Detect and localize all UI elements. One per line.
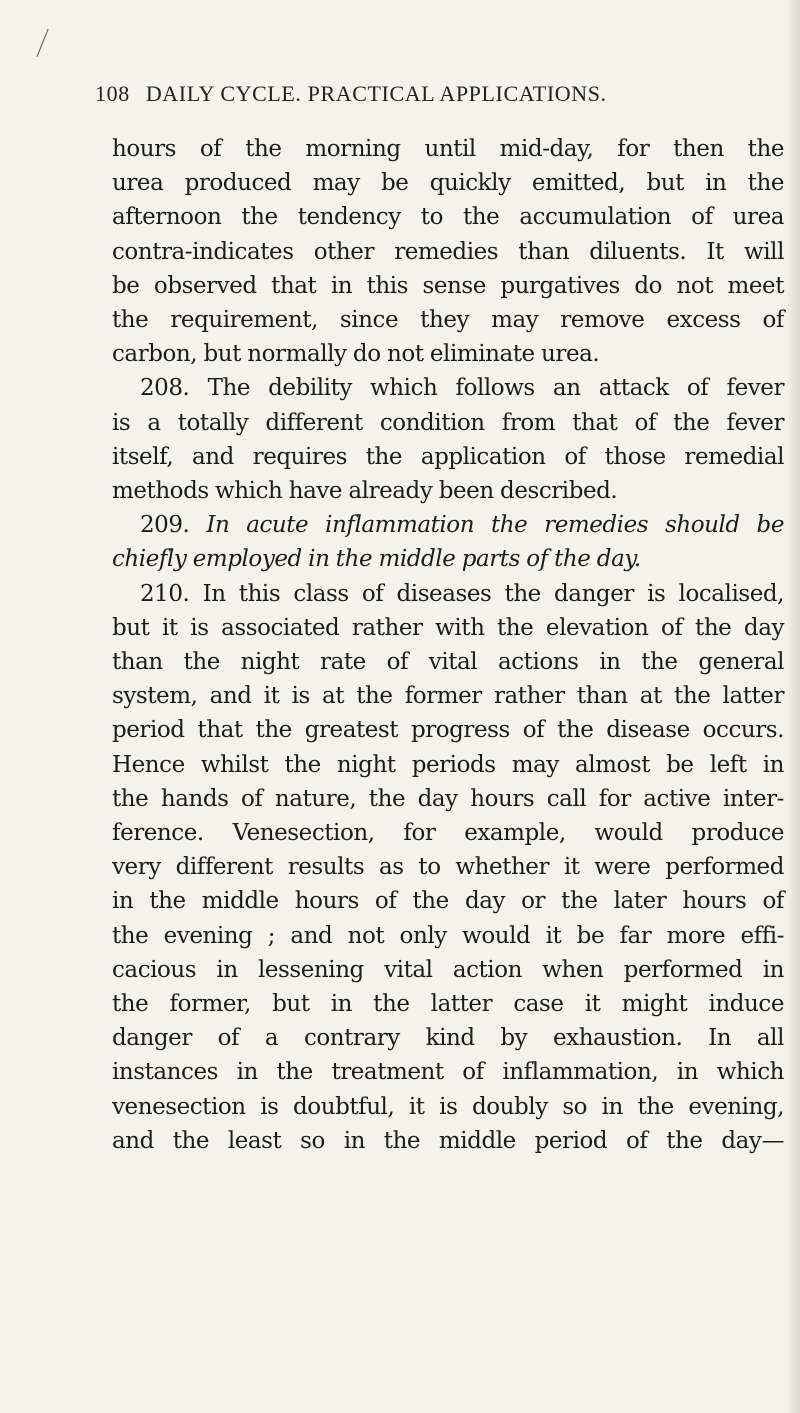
line-text: contra-indicates other remedies than diluents. It will [112, 238, 784, 265]
text-line [112, 953, 784, 987]
text-line [112, 303, 784, 337]
text-line [112, 474, 784, 508]
text-line [112, 200, 784, 234]
line-text: is a totally different condition from that of the fever [112, 409, 784, 436]
line-text: afternoon the tendency to the accumulation of urea [112, 204, 784, 231]
text-line [112, 542, 784, 576]
page-number: 108 [95, 81, 130, 106]
chapter-title: DAILY CYCLE. PRACTICAL APPLICATIONS. [145, 81, 607, 106]
line-text: the requirement, since they may remove excess of [112, 307, 784, 334]
text-line [112, 577, 784, 611]
line-text: in the middle hours of the day or the later hours of [112, 888, 784, 915]
text-line [112, 748, 784, 782]
text-line [112, 371, 784, 405]
line-text: system, and it is at the former rather than at the latter [112, 683, 784, 710]
text-line [112, 645, 784, 679]
line-text: methods which have already been described. [112, 478, 618, 505]
text-line [112, 611, 784, 645]
page-edge-shadow [786, 0, 800, 1413]
line-text: In acute inflammation the remedies should be [206, 512, 784, 539]
corner-pencil-mark [36, 29, 48, 57]
line-text: hours of the morning until mid-day, for then the [112, 136, 784, 162]
line-text: instances in the treatment of inflammation, in which [112, 1059, 784, 1086]
text-line [112, 919, 784, 953]
body-text [112, 132, 784, 1158]
text-line [112, 1090, 784, 1124]
text-line [112, 132, 784, 166]
line-text: be observed that in this sense purgatives do not meet [112, 272, 784, 299]
text-line [112, 884, 784, 918]
text-line [112, 337, 784, 371]
line-text: the evening ; and not only would it be far more effi- [112, 922, 784, 949]
text-line [112, 713, 784, 747]
line-text: the former, but in the latter case it might induce [112, 991, 784, 1018]
line-text: danger of a contrary kind by exhaustion. In all [112, 1025, 784, 1052]
text-line [112, 269, 784, 303]
line-text: ference. Venesection, for example, would produce [112, 820, 784, 847]
line-text: urea produced may be quickly emitted, but in the [112, 170, 784, 197]
line-text: 208. The debility which follows an attack of fever [140, 375, 784, 402]
line-text: period that the greatest progress of the disease occurs. [112, 717, 784, 744]
line-text: Hence whilst the night periods may almost be left in [112, 751, 784, 778]
text-line [112, 235, 784, 269]
line-text: cacious in lessening vital action when performed in [112, 956, 784, 983]
line-text: the hands of nature, the day hours call for active inter- [112, 785, 784, 812]
text-line [112, 679, 784, 713]
line-text: carbon, but normally do not eliminate urea. [112, 341, 600, 368]
line-text: chiefly employed in the middle parts of the day. [112, 546, 641, 573]
text-line [112, 850, 784, 884]
running-header [95, 81, 607, 107]
line-text: itself, and requires the application of those remedial [112, 443, 784, 470]
text-line [112, 166, 784, 200]
text-line [112, 782, 784, 816]
line-text: 210. In this class of diseases the danger is localised, [140, 580, 784, 607]
text-line [112, 406, 784, 440]
line-text: and the least so in the middle period of the day— [112, 1127, 784, 1154]
line-text: but it is associated rather with the elevation of the day [112, 614, 784, 641]
line-text: than the night rate of vital actions in the general [112, 649, 784, 676]
text-line [112, 816, 784, 850]
text-line [112, 1124, 784, 1158]
line-text: very different results as to whether it were performed [112, 854, 784, 881]
text-line [112, 508, 784, 542]
line-text: venesection is doubtful, it is doubly so in the evening, [112, 1093, 784, 1120]
text-line [112, 987, 784, 1021]
text-line [112, 1055, 784, 1089]
text-line [112, 1021, 784, 1055]
section-number: 209. [140, 512, 207, 539]
text-line [112, 440, 784, 474]
